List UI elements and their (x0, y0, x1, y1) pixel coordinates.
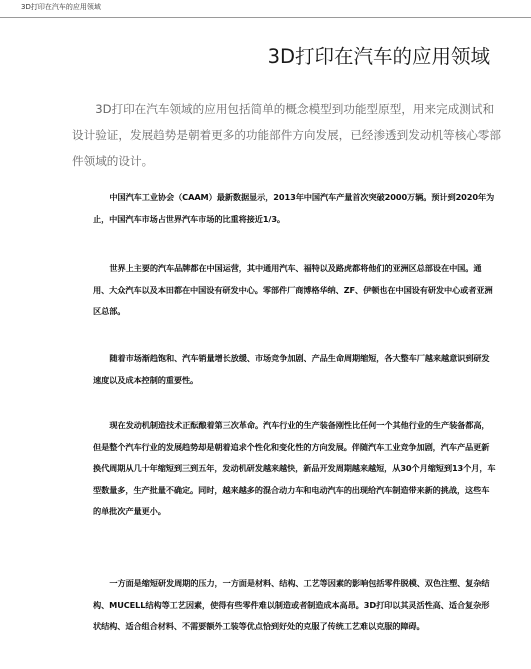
body-paragraph: 世界上主要的汽车品牌都在中国运营，其中通用汽车、福特以及路虎都将他们的亚洲区总部设在中国。通用、大众汽车以及本田都在中国设有研发中心。零部件厂商博格华纳、ZF、伊顿也在中国设有研发中心或者亚洲区总部。 (93, 263, 493, 317)
header-title: 3D打印在汽车的应用领域 (21, 3, 101, 11)
document-title: 3D打印在汽车的应用领域 (267, 45, 490, 68)
intro-paragraph: 3D打印在汽车领域的应用包括简单的概念模型到功能型原型，用来完成测试和设计验证，发展趋势是朝着更多的功能部件方向发展，已经渗透到发动机等核心零部件领域的设计。 (72, 102, 501, 168)
body-paragraph: 现在发动机制造技术正酝酿着第三次革命。汽车行业的生产装备刚性比任何一个其他行业的生产装备都高，但是整个汽车行业的发展趋势却是朝着追求个性化和变化性的方向发展。伴随汽车工业竞争加剧，汽车产品更新换代周期从几十年缩短到三到五年，发动机研发越来越快，新品开发周期越来越短，从30个月缩短到13个月，车型数量多，生产批量不确定。同时，越来越多的混合动力车和电动汽车的出现给汽车制造带来新的挑战，这些车的单批次产量更小。 (93, 420, 496, 517)
body-paragraph: 中国汽车工业协会（CAAM）最新数据显示，2013年中国汽车产量首次突破2000万辆。预计到2020年为止，中国汽车市场占世界汽车市场的比重将接近1/3。 (93, 192, 495, 224)
body-paragraph: 随着市场渐趋饱和、汽车销量增长放缓、市场竞争加剧、产品生命周期缩短，各大整车厂越来越意识到研发速度以及成本控制的重要性。 (93, 353, 490, 385)
body-paragraph: 一方面是缩短研发周期的压力，一方面是材料、结构、工艺等因素的影响包括零件脱模、双色注塑、复杂结构、MUCELL结构等工艺因素，使得有些零件难以制造或者制造成本高昂。3D打印以其灵活性高、适合复杂形状结构、适合组合材料、不需要额外工装等优点恰到好处的克服了传统工艺难以克服的障碍。 (93, 578, 490, 632)
page-header (0, 0, 531, 18)
